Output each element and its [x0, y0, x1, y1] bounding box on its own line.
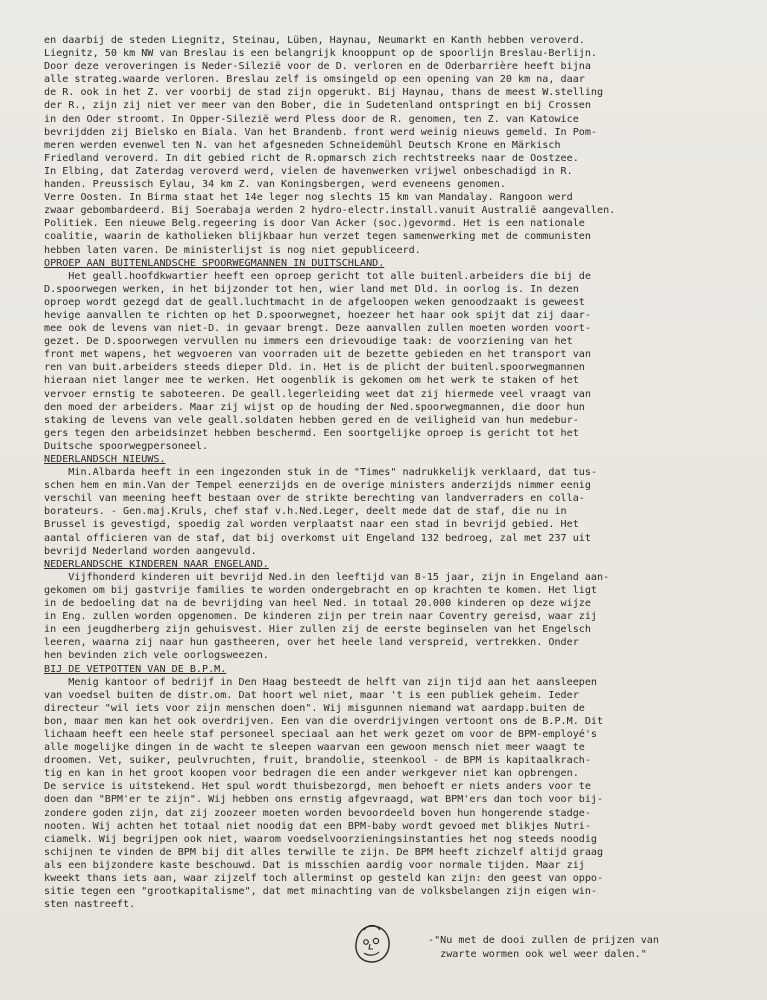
text-line: front met wapens, het wegvoeren van voorraden uit de bezette gebieden en het transport van — [44, 349, 591, 361]
text-line: Het geall.hoofdkwartier heeft een oproep gericht tot alle buitenl.arbeiders die bij de — [44, 270, 591, 282]
text-line: oproep wordt gezegd dat de geall.luchtmacht in de afgeloopen weken genoodzaakt is geweest — [44, 296, 585, 308]
oproep-section — [44, 270, 745, 453]
text-line: Door deze veroveringen is Neder-Silezië voor de D. verloren en de Oderbarrière heeft bijna — [44, 61, 591, 73]
text-line: D.spoorwegen werken, in het bijzonder tot hen, wier land met Dld. in oorlog is. In dezen — [44, 283, 579, 295]
text-line: droomen. Vet, suiker, peulvruchten, fruit, brandolie, steenkool - de BPM is kapitaalkrach- — [44, 755, 591, 767]
footer — [350, 922, 750, 982]
text-line: alle mogelijke dingen in de wacht te sleepen waarvan een gewoon mensch niet meer waagt te — [44, 742, 585, 754]
text-line: sten nastreeft. — [44, 899, 136, 911]
text-line: doen dan "BPM'er te zijn". Wij hebben ons ernstig afgevraagd, wat BPM'ers dan toch voor bij- — [44, 794, 604, 806]
text-line: in den Oder stroomt. In Opper-Silezië werd Pless door de R. genomen, ten Z. van Katowice — [44, 113, 579, 125]
text-line: In Elbing, dat Zaterdag veroverd werd, vielen de havenwerken vrijwel onbeschadigd in R. — [44, 165, 573, 177]
text-line: lichaam heeft een heele staf personeel speciaal aan het werk gezet om voor de BPM-employé's — [44, 728, 598, 740]
text-line: hieraan niet langer mee te werken. Het oogenblik is gekomen om het werk te staken of het — [44, 375, 579, 387]
text-line: verschil van meening heeft bestaan over de strikte berechting van landverraders en colla- — [44, 493, 585, 505]
text-line: als een bijzondere kaste beschouwd. Dat is misschien aardig voor normale tijden. Maar zij — [44, 859, 585, 871]
text-line: kweekt thans iets aan, waar zijzelf toch allerminst op gesteld kan zijn: den geest van oppo- — [44, 873, 604, 884]
text-line: alle strateg.waarde verloren. Breslau zelf is omsingeld op een opening van 20 km na, daar — [44, 74, 585, 86]
text-line: Friedland veroverd. In dit gebied richt de R.opmarsch zich rechtstreeks naar de Oostzee. — [44, 152, 579, 164]
text-line: Brussel is gevestigd, spoedig zal worden verplaatst naar een stad in bevrijd gebied. Het — [44, 519, 579, 531]
kinderen-section — [44, 571, 745, 663]
quote-line: zwarte wormen ook wel weer dalen." — [428, 949, 647, 960]
text-line: in een jeugdherberg zijn gehuisvest. Hier zullen zij de eerste beginselen van het Engelsch — [44, 624, 591, 636]
text-line: Verre Oosten. In Birma staat het 14e leger nog slechts 15 km van Mandalay. Rangoon werd — [44, 192, 573, 204]
text-line: Politiek. Een nieuwe Belg.regeering is door Van Acker (soc.)gevormd. Het is een nationale — [44, 218, 585, 230]
text-line: leeren, waarna zij naar hun gastheeren, over het heele land verspreid, vertrekken. Onder — [44, 637, 579, 649]
text-line: directeur "wil iets voor zijn menschen doen". Wij misgunnen niemand wat aardapp.buiten de — [44, 702, 585, 714]
text-line: gekomen om bij gastvrije families te worden ondergebracht en op krachten te komen. Het ligt — [44, 584, 598, 596]
text-line: ren van buit.arbeiders steeds dieper Dld. in. Het is de plicht der buitenl.spoorwegmannen — [44, 362, 585, 374]
text-line: hevige aanvallen te richten op het D.spoorwegnet, hoezeer het haar ook spijt dat zij daar- — [44, 309, 591, 321]
text-line: in Eng. zullen worden opgenomen. De kinderen zijn per trein naar Coventry gereisd, waar zij — [44, 611, 598, 623]
text-line: hebben laten varen. De ministerlijst is nog niet gepubliceerd. — [44, 244, 421, 256]
text-line: bon, maar men kan het ook overdrijven. Een van die overdrijvingen vertoont ons de B.P.M. Dit — [44, 715, 604, 727]
face-stamp-icon — [350, 922, 394, 966]
text-line: gers tegen den arbeidsinzet hebben beschermd. Een soortgelijke oproep is gericht tot het — [44, 427, 579, 439]
quote-line: -"Nu met de dooi zullen de prijzen van — [428, 935, 659, 946]
text-line: den moed der arbeiders. Maar zij wijst op de houding der Ned.spoorwegmannen, die door hun — [44, 401, 585, 413]
text-line: zondere goden zijn, dat zij zoozeer moeten worden bevoordeeld boven hun hongerende stadge- — [44, 807, 591, 819]
text-line: en daarbij de steden Liegnitz, Steinau, Lüben, Haynau, Neumarkt en Kanth hebben veroverd. — [44, 35, 585, 46]
text-line: der R., zijn zij niet ver meer van den Bober, die in Sudetenland ontspringt en bij Crossen — [44, 100, 591, 112]
text-line: in de bedoeling dat na de bevrijding van heel Ned. in totaal 20.000 kinderen op deze wijze — [44, 598, 591, 610]
text-line: de R. ook in het Z. ver voorbij de stad zijn opgerukt. Bij Haynau, thans de meest W.stelling — [44, 87, 604, 99]
text-line: nooten. Wij achten het totaal niet noodig dat een BPM-baby wordt gevoed met blikjes Nutri- — [44, 820, 591, 832]
text-line: schijnen te vinden de BPM bij dit alles terwille te zijn. De BPM heeft zichzelf altijd graag — [44, 846, 604, 858]
text-line: De service is uitstekend. Het spul wordt thuisbezorgd, men behoeft er niets anders voor te — [44, 781, 591, 793]
footer-quote — [428, 934, 659, 962]
text-line: mee ook de levens van niet-D. in gevaar brengt. Deze aanvallen zullen moeten worden voort- — [44, 323, 591, 335]
text-line: gezet. De D.spoorwegen vervullen nu immers een drievoudige taak: de voorziening van het — [44, 336, 573, 348]
text-line: borateurs. - Gen.maj.Kruls, chef staf v.h.Ned.Leger, deelt mede dat de staf, die nu in — [44, 506, 567, 518]
text-line: coalitie, waarin de katholieken blijkbaar hun verzet tegen samenwerking met de communisten — [44, 231, 591, 243]
text-line: sitie tegen een "grootkapitalisme", dat met minachting van de volksbelangen zijn eigen win- — [44, 886, 598, 898]
text-line: tig en kan in het groot koopen voor bedragen die een ander werkgever niet kan opbrengen. — [44, 768, 579, 780]
text-line: van voedsel buiten de distr.om. Dat hoort wel niet, maar 't is een publiek geheim. Ieder — [44, 689, 579, 701]
nederlandsch-nieuws-section — [44, 466, 745, 558]
text-line: vervoer ernstig te saboteeren. De geall.legerleiding weet dat zij hiermede veel vraagt van — [44, 388, 591, 400]
text-line: Liegnitz, 50 km NW van Breslau is een belangrijk knooppunt op de spoorlijn Breslau-Berlijn. — [44, 48, 598, 60]
heading-oproep-spoorwegmannen: OPROEP AAN BUITENLANDSCHE SPOORWEGMANNEN IN DUITSCHLAND. — [44, 257, 385, 269]
text-line: Vijfhonderd kinderen uit bevrijd Ned.in den leeftijd van 8-15 jaar, zijn in Engeland aan- — [44, 571, 610, 583]
text-line: hen bevinden zich vele oorlogsweezen. — [44, 650, 269, 662]
text-line: ciamelk. Wij begrijpen ook niet, waarom voedselvoorzieningsinstanties het nog steeds noodig — [44, 833, 598, 845]
text-line: handen. Preussisch Eylau, 34 km Z. van Koningsbergen, werd eveneens genomen. — [44, 179, 506, 191]
text-line: aantal officieren van de staf, dat bij overkomst uit Engeland 132 bedroeg, zal met 237 uit — [44, 532, 591, 544]
heading-nederlandsch-nieuws: NEDERLANDSCH NIEUWS. — [44, 454, 166, 465]
text-line: zwaar gebombardeerd. Bij Soerabaja werden 2 hydro-electr.install.vanuit Australië aangevallen. — [44, 205, 616, 217]
text-line: schen hem en min.Van der Tempel eenerzijds en de overige ministers anderzijds nimmer eenig — [44, 480, 591, 492]
heading-bpm-vetpotten: BIJ DE VETPOTTEN VAN DE B.P.M. — [44, 663, 227, 675]
intro-section — [44, 34, 745, 257]
text-line: Menig kantoor of bedrijf in Den Haag besteedt de helft van zijn tijd aan het aansleepen — [44, 676, 598, 688]
bpm-section — [44, 676, 745, 912]
text-line: bevrijdden zij Bielsko en Biala. Van het Brandenb. front werd weinig nieuws gemeld. In Pom- — [44, 126, 598, 138]
text-line: Duitsche spoorwegpersoneel. — [44, 440, 209, 452]
text-line: bevrijd Nederland worden aangevuld. — [44, 545, 257, 557]
text-line: staking de levens van vele geall.soldaten hebben gered en de veiligheid van hun medebur- — [44, 414, 579, 426]
text-line: Min.Albarda heeft in een ingezonden stuk in de "Times" nadrukkelijk verklaard, dat tus- — [44, 467, 598, 479]
text-line: meren werden evenwel ten N. van het afgesneden Schneidemühl Deutsch Krone en Märkisch — [44, 139, 561, 151]
heading-kinderen-engeland: NEDERLANDSCHE KINDEREN NAAR ENGELAND. — [44, 558, 269, 570]
